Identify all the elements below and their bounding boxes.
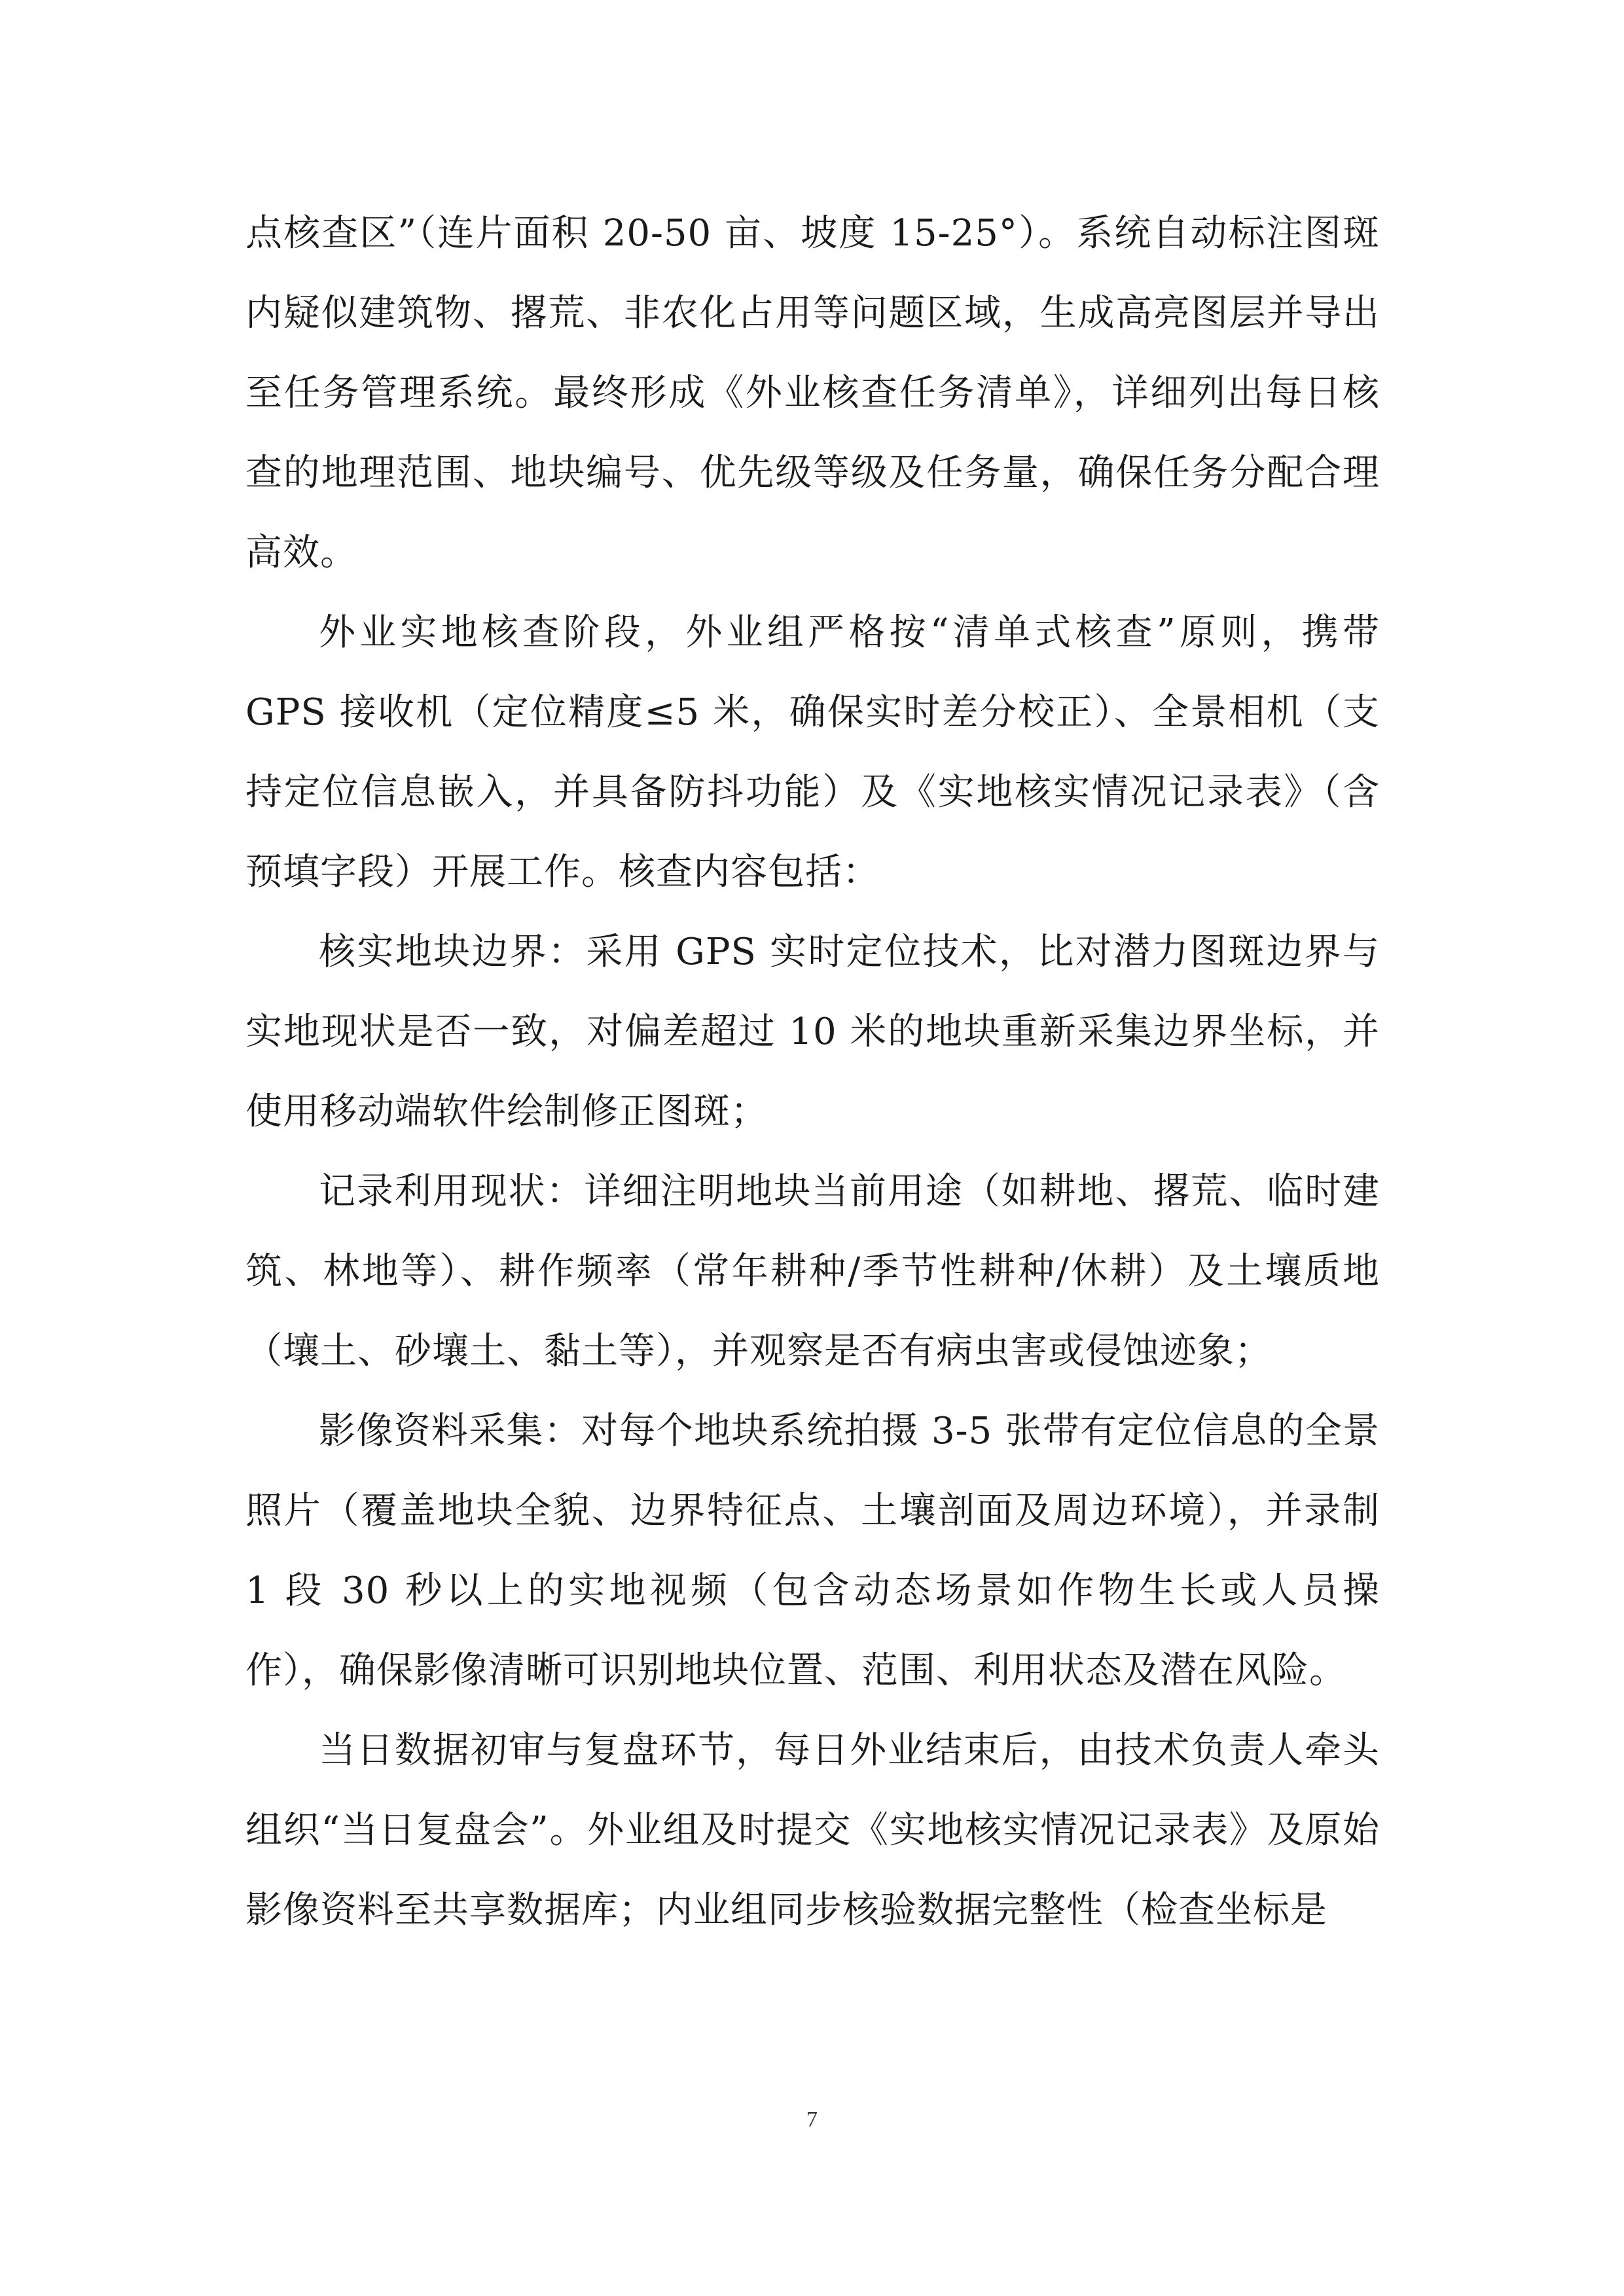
paragraph-land-use-record: 记录利用现状：详细注明地块当前用途（如耕地、撂荒、临时建筑、林地等）、耕作频率（常年耕种/季节性耕种/休耕）及土壤质地（壤土、砂壤土、黏土等），并观察是否有病虫害或侵蚀迹象；: [245, 1170, 1380, 1372]
paragraph-image-collection: 影像资料采集：对每个地块系统拍摄 3-5 张带有定位信息的全景照片（覆盖地块全貌、边界特征点、土壤剖面及周边环境），并录制 1 段 30 秒以上的实地视频（包含动态场景如作物生长或人员操作），确保影像清晰可识别地块位置、范围、利用状态及潜在风险。: [245, 1410, 1380, 1692]
paragraph-field-verification: 外业实地核查阶段，外业组严格按“清单式核查”原则，携带 GPS 接收机（定位精度≤5 米，确保实时差分校正）、全景相机（支持定位信息嵌入，并具备防抖功能）及《实地核实情况记录表》（含预填字段）开展工作。核查内容包括：: [245, 611, 1380, 893]
paragraph-daily-review: 当日数据初审与复盘环节，每日外业结束后，由技术负责人牵头组织“当日复盘会”。外业组及时提交《实地核实情况记录表》及原始影像资料至共享数据库；内业组同步核验数据完整性（检查坐标是: [245, 1729, 1380, 1931]
page-number: 7: [806, 2108, 818, 2132]
paragraph-boundary-check: 核实地块边界：采用 GPS 实时定位技术，比对潜力图斑边界与实地现状是否一致，对偏差超过 10 米的地块重新采集边界坐标，并使用移动端软件绘制修正图斑；: [245, 931, 1380, 1133]
body-text: [245, 194, 1380, 1950]
paragraph-continuation: 点核查区”（连片面积 20-50 亩、坡度 15-25°）。系统自动标注图斑内疑似建筑物、撂荒、非农化占用等问题区域，生成高亮图层并导出至任务管理系统。最终形成《外业核查任务清单》，详细列出每日核查的地理范围、地块编号、优先级等级及任务量，确保任务分配合理高效。: [245, 212, 1380, 574]
